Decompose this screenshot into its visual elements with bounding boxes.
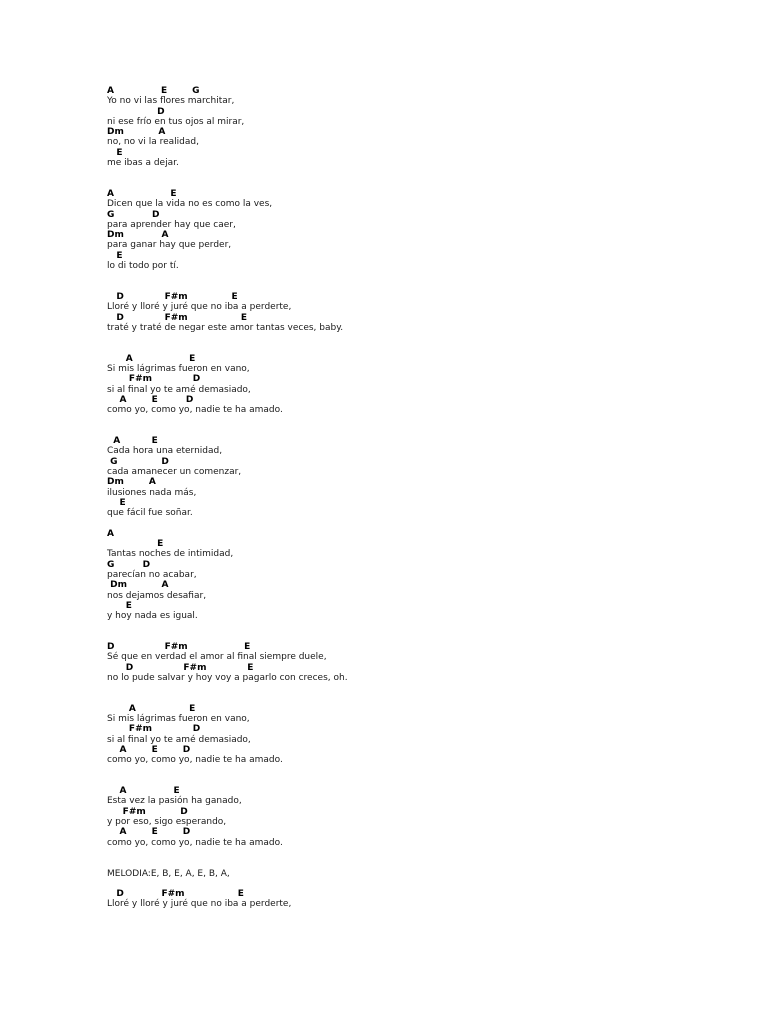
chord-line: F#m D bbox=[107, 374, 201, 385]
lyric-line: y por eso, sigo esperando, bbox=[107, 817, 227, 828]
chord-line: A E D bbox=[107, 827, 191, 838]
stanza bbox=[107, 704, 667, 766]
lyric-line: y hoy nada es igual. bbox=[107, 611, 198, 622]
chord-line: E bbox=[107, 147, 123, 158]
chord-line: A E bbox=[107, 786, 180, 797]
lyric-line: traté y traté de negar este amor tantas veces, baby. bbox=[107, 322, 344, 333]
chord-line: A E bbox=[107, 188, 177, 199]
lyric-line: como yo, como yo, nadie te ha amado. bbox=[107, 405, 283, 416]
chord-line: A E bbox=[107, 353, 196, 364]
stanza bbox=[107, 642, 667, 683]
chord-line: D bbox=[107, 106, 165, 117]
chord-line: Dm A bbox=[107, 127, 166, 138]
chord-line: G D bbox=[107, 456, 169, 467]
lyric-line: ni ese frío en tus ojos al mirar, bbox=[107, 116, 245, 127]
chord-line: E bbox=[107, 250, 123, 261]
stanza-gap bbox=[107, 416, 667, 437]
lyric-line: ilusiones nada más, bbox=[107, 487, 197, 498]
chord-line: A E G bbox=[107, 86, 200, 96]
chord-line: D F#m E bbox=[107, 291, 238, 302]
lyric-line: MELODIA:E, B, E, A, E, B, A, bbox=[107, 868, 230, 879]
lyric-line: me ibas a dejar. bbox=[107, 158, 179, 169]
chord-line: Dm A bbox=[107, 477, 156, 488]
stanza bbox=[107, 354, 667, 416]
lyric-line: si al final yo te amé demasiado, bbox=[107, 734, 251, 745]
lyric-line: como yo, como yo, nadie te ha amado. bbox=[107, 755, 283, 766]
lyric-line: para ganar hay que perder, bbox=[107, 240, 232, 251]
chord-line: A E bbox=[107, 703, 196, 714]
chord-line: G D bbox=[107, 559, 151, 570]
stanza bbox=[107, 529, 667, 622]
chord-line: A bbox=[107, 528, 114, 539]
lyric-line: cada amanecer un comenzar, bbox=[107, 466, 242, 477]
lyric-line: Yo no vi las flores marchitar, bbox=[107, 96, 235, 107]
stanza bbox=[107, 889, 667, 910]
stanza-gap bbox=[107, 879, 667, 889]
chord-line: D F#m E bbox=[107, 889, 244, 900]
chord-line: A E D bbox=[107, 394, 194, 405]
lyric-line: no lo pude salvar y hoy voy a pagarlo con creces, oh. bbox=[107, 672, 348, 683]
stanza-gap bbox=[107, 333, 667, 354]
lyric-line: lo di todo por tí. bbox=[107, 261, 179, 272]
stanza bbox=[107, 86, 667, 168]
lyric-line: Sé que en verdad el amor al final siempre duele, bbox=[107, 652, 327, 663]
lyric-line: como yo, como yo, nadie te ha amado. bbox=[107, 837, 283, 848]
stanza-gap bbox=[107, 271, 667, 292]
chord-line: E bbox=[107, 497, 126, 508]
stanza bbox=[107, 292, 667, 333]
lyric-line: parecían no acabar, bbox=[107, 569, 197, 580]
lyric-line: Lloré y lloré y juré que no iba a perderte, bbox=[107, 302, 292, 313]
stanza bbox=[107, 869, 667, 879]
stanza-gap bbox=[107, 518, 667, 528]
stanza-gap bbox=[107, 766, 667, 787]
lyric-line: si al final yo te amé demasiado, bbox=[107, 384, 251, 395]
lyric-line: para aprender hay que caer, bbox=[107, 219, 236, 230]
chord-line: D F#m E bbox=[107, 662, 254, 673]
chord-line: A E bbox=[107, 436, 158, 447]
lyric-line: no, no vi la realidad, bbox=[107, 137, 199, 148]
lyric-line: nos dejamos desafiar, bbox=[107, 590, 207, 601]
chord-line: Dm A bbox=[107, 580, 169, 591]
stanza bbox=[107, 436, 667, 518]
chord-line: A E D bbox=[107, 745, 191, 755]
lyric-line: Lloré y lloré y juré que no iba a perderte, bbox=[107, 899, 292, 910]
lyric-line: Tantas noches de intimidad, bbox=[107, 549, 234, 560]
stanza-gap bbox=[107, 168, 667, 189]
lyric-line: Cada hora una eternidad, bbox=[107, 446, 223, 457]
stanza-gap bbox=[107, 848, 667, 869]
stanza bbox=[107, 189, 667, 271]
chord-line: E bbox=[107, 600, 132, 611]
chord-line: F#m D bbox=[107, 806, 188, 817]
lyric-line: Si mis lágrimas fueron en vano, bbox=[107, 364, 250, 375]
chord-line: D F#m E bbox=[107, 642, 251, 653]
lyric-line: Esta vez la pasión ha ganado, bbox=[107, 796, 242, 807]
stanza-gap bbox=[107, 621, 667, 642]
lyric-line: Si mis lágrimas fueron en vano, bbox=[107, 714, 250, 725]
song-sheet bbox=[107, 86, 667, 910]
chord-line: G D bbox=[107, 209, 160, 220]
stanza-gap bbox=[107, 683, 667, 704]
chord-line: Dm A bbox=[107, 230, 169, 241]
stanza bbox=[107, 786, 667, 848]
lyric-line: Dicen que la vida no es como la ves, bbox=[107, 199, 273, 210]
chord-line: F#m D bbox=[107, 724, 201, 735]
chord-line: D F#m E bbox=[107, 312, 248, 323]
lyric-line: que fácil fue soñar. bbox=[107, 508, 193, 519]
chord-line: E bbox=[107, 539, 164, 550]
